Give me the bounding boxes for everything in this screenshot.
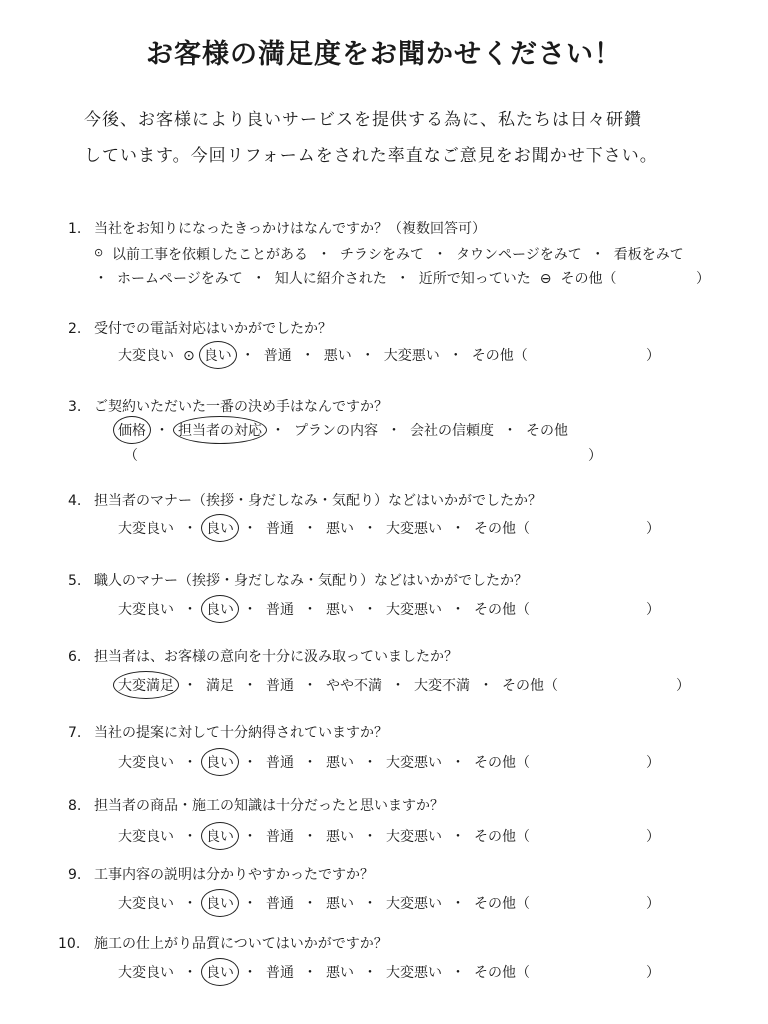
option[interactable]: 普通: [266, 896, 294, 912]
question-6: [68, 646, 458, 666]
option[interactable]: 普通: [266, 965, 294, 981]
question-5: [68, 570, 528, 590]
separator: ・: [94, 271, 108, 287]
option[interactable]: 会社の信頼度: [410, 423, 494, 439]
separator: ・: [183, 755, 197, 771]
question-number: 8.: [68, 798, 82, 814]
question-text: ご契約いただいた一番の決め手はなんですか？: [94, 399, 388, 415]
close-paren: ）: [646, 521, 660, 537]
separator: ・: [363, 965, 377, 981]
option[interactable]: 大変良い: [118, 348, 174, 364]
question-number: 9.: [68, 867, 82, 883]
separator: ・: [243, 521, 257, 537]
option[interactable]: その他（: [474, 755, 530, 771]
separator: ・: [363, 521, 377, 537]
question-4: [68, 490, 542, 510]
option[interactable]: 普通: [266, 602, 294, 618]
option[interactable]: 大変悪い: [383, 348, 440, 364]
separator: ・: [448, 348, 463, 364]
option[interactable]: 普通: [266, 829, 294, 845]
option[interactable]: 大変悪い: [386, 755, 442, 771]
option[interactable]: やや不満: [326, 678, 382, 694]
q8-options: [118, 826, 530, 846]
option[interactable]: 普通: [266, 755, 294, 771]
q1-options-row2: [94, 268, 616, 288]
separator: ・: [183, 829, 197, 845]
option-selected[interactable]: 良い: [206, 599, 234, 619]
separator: ・: [243, 965, 257, 981]
question-number: 1.: [68, 221, 82, 237]
option[interactable]: 大変悪い: [386, 896, 442, 912]
q1-options-row1: [112, 244, 684, 264]
check-mark-icon: ⊖: [539, 271, 552, 287]
separator: ・: [391, 678, 405, 694]
q2-options: [118, 345, 528, 365]
separator: ・: [251, 271, 266, 287]
close-paren: ）: [646, 896, 660, 912]
separator: ・: [433, 247, 447, 263]
question-number: 10.: [58, 936, 81, 952]
close-paren: ）: [696, 271, 710, 287]
question-number: 7.: [68, 725, 82, 741]
question-text: 当社をお知りになったきっかけはなんですか？（複数回答可）: [94, 221, 486, 237]
separator: ・: [240, 348, 255, 364]
separator: ・: [451, 755, 465, 771]
option[interactable]: その他（: [502, 678, 558, 694]
option[interactable]: 大変悪い: [386, 602, 442, 618]
question-text: 工事内容の説明は分かりやすかったですか？: [94, 867, 374, 883]
separator: ・: [363, 829, 377, 845]
separator: ・: [183, 965, 197, 981]
option-selected[interactable]: 良い: [206, 962, 234, 982]
intro-line-1: 今後、お客様により良いサービスを提供する為に、私たちは日々研鑽: [84, 110, 642, 130]
separator: ・: [451, 521, 465, 537]
q10-options: [118, 962, 530, 982]
close-paren: ）: [646, 755, 660, 771]
question-text: 担当者の商品・施工の知識は十分だったと思いますか？: [94, 798, 444, 814]
option[interactable]: 大変良い: [118, 602, 174, 618]
option-selected[interactable]: 良い: [206, 752, 234, 772]
separator: ・: [183, 896, 197, 912]
option[interactable]: タウンページをみて: [456, 247, 582, 263]
question-10: [58, 933, 388, 953]
separator: ・: [451, 602, 465, 618]
question-1: [68, 218, 486, 238]
option[interactable]: ホームページをみて: [117, 271, 243, 287]
option-selected[interactable]: 大変満足: [118, 675, 174, 695]
question-number: 4.: [68, 493, 82, 509]
close-paren: ）: [588, 448, 602, 464]
separator: ・: [303, 521, 317, 537]
question-number: 5.: [68, 573, 82, 589]
separator: ・: [243, 896, 257, 912]
separator: ・: [183, 521, 197, 537]
option[interactable]: プランの内容: [294, 423, 378, 439]
separator: ・: [317, 247, 331, 263]
question-9: [68, 864, 374, 884]
separator: ・: [363, 896, 377, 912]
option-selected[interactable]: 価格: [118, 420, 146, 440]
option[interactable]: 近所で知っていた: [418, 271, 531, 287]
separator: ・: [243, 602, 257, 618]
question-7: [68, 722, 388, 742]
option[interactable]: 看板をみて: [613, 247, 684, 263]
question-text: 施工の仕上がり品質についてはいかがですか？: [94, 936, 388, 952]
option[interactable]: 悪い: [323, 348, 352, 364]
question-number: 6.: [68, 649, 82, 665]
option[interactable]: 大変良い: [118, 755, 174, 771]
option[interactable]: 大変悪い: [386, 521, 442, 537]
separator: ・: [243, 678, 257, 694]
separator: ・: [363, 755, 377, 771]
option[interactable]: チラシをみて: [340, 247, 424, 263]
close-paren: ）: [646, 965, 660, 981]
question-number: 2.: [68, 321, 82, 337]
option[interactable]: 悪い: [326, 896, 354, 912]
option[interactable]: 悪い: [326, 755, 354, 771]
question-number: 3.: [68, 399, 82, 415]
option[interactable]: 大変悪い: [386, 965, 442, 981]
page-title: お客様の満足度をお聞かせください！: [146, 39, 622, 70]
intro-line-2: しています。今回リフォームをされた率直なご意見をお聞かせ下さい。: [84, 146, 658, 166]
separator: ・: [155, 423, 169, 439]
open-paren: （: [124, 448, 138, 464]
option[interactable]: 満足: [206, 678, 234, 694]
separator: ・: [271, 423, 285, 439]
close-paren: ）: [646, 829, 660, 845]
option[interactable]: 普通: [266, 678, 294, 694]
option[interactable]: 以前工事を依頼したことがある: [112, 247, 308, 263]
option[interactable]: 普通: [266, 521, 294, 537]
q9-options: [118, 893, 530, 913]
separator: ・: [303, 896, 317, 912]
separator: ・: [451, 965, 465, 981]
separator: ・: [300, 348, 315, 364]
option-selected[interactable]: 良い: [204, 345, 232, 365]
option[interactable]: 知人に紹介された: [274, 271, 387, 287]
separator: ・: [303, 829, 317, 845]
option[interactable]: 悪い: [326, 521, 354, 537]
question-8: [68, 795, 444, 815]
close-paren: ）: [676, 678, 690, 694]
check-dot-icon: ⊙: [183, 348, 195, 364]
separator: ・: [303, 755, 317, 771]
question-3: [68, 396, 388, 416]
option[interactable]: 大変良い: [118, 521, 174, 537]
question-text: 当社の提案に対して十分納得されていますか？: [94, 725, 388, 741]
separator: ・: [243, 755, 257, 771]
q5-options: [118, 599, 530, 619]
separator: ・: [183, 602, 197, 618]
question-text: 担当者のマナー（挨拶・身だしなみ・気配り）などはいかがでしたか？: [94, 493, 542, 509]
question-text: 担当者は、お客様の意向を十分に汲み取っていましたか？: [94, 649, 458, 665]
option[interactable]: 普通: [263, 348, 292, 364]
separator: ・: [303, 678, 317, 694]
option-selected[interactable]: 担当者の対応: [178, 420, 262, 440]
q3-options: [118, 420, 568, 440]
option[interactable]: その他（: [474, 602, 530, 618]
option[interactable]: その他: [526, 423, 568, 439]
close-paren: ）: [646, 602, 660, 618]
option[interactable]: 悪い: [326, 602, 354, 618]
option[interactable]: その他（: [474, 829, 530, 845]
check-dot-icon: ⊙: [94, 246, 104, 259]
option[interactable]: 大変良い: [118, 965, 174, 981]
option[interactable]: その他（: [560, 271, 617, 287]
separator: ・: [451, 896, 465, 912]
option[interactable]: 大変不満: [414, 678, 470, 694]
q6-options: [118, 675, 558, 695]
option[interactable]: 大変悪い: [386, 829, 442, 845]
question-text: 受付での電話対応はいかがでしたか？: [94, 321, 332, 337]
separator: ・: [183, 678, 197, 694]
option-selected[interactable]: 良い: [206, 518, 234, 538]
close-paren: ）: [646, 348, 660, 364]
separator: ・: [360, 348, 375, 364]
option[interactable]: その他（: [471, 348, 528, 364]
separator: ・: [363, 602, 377, 618]
option[interactable]: その他（: [474, 896, 530, 912]
option[interactable]: 大変良い: [118, 896, 174, 912]
separator: ・: [243, 829, 257, 845]
q4-options: [118, 518, 530, 538]
question-text: 職人のマナー（挨拶・身だしなみ・気配り）などはいかがでしたか？: [94, 573, 528, 589]
separator: ・: [395, 271, 410, 287]
separator: ・: [503, 423, 517, 439]
separator: ・: [387, 423, 401, 439]
intro-text: [84, 102, 724, 174]
q7-options: [118, 752, 530, 772]
option[interactable]: 大変良い: [118, 829, 174, 845]
question-2: [68, 318, 332, 338]
separator: ・: [303, 965, 317, 981]
separator: ・: [479, 678, 493, 694]
separator: ・: [303, 602, 317, 618]
option-selected[interactable]: 良い: [206, 893, 234, 913]
option[interactable]: その他（: [474, 521, 530, 537]
separator: ・: [590, 247, 605, 263]
option[interactable]: その他（: [474, 965, 530, 981]
option[interactable]: 悪い: [326, 965, 354, 981]
separator: ・: [451, 829, 465, 845]
option[interactable]: 悪い: [326, 829, 354, 845]
option-selected[interactable]: 良い: [206, 826, 234, 846]
